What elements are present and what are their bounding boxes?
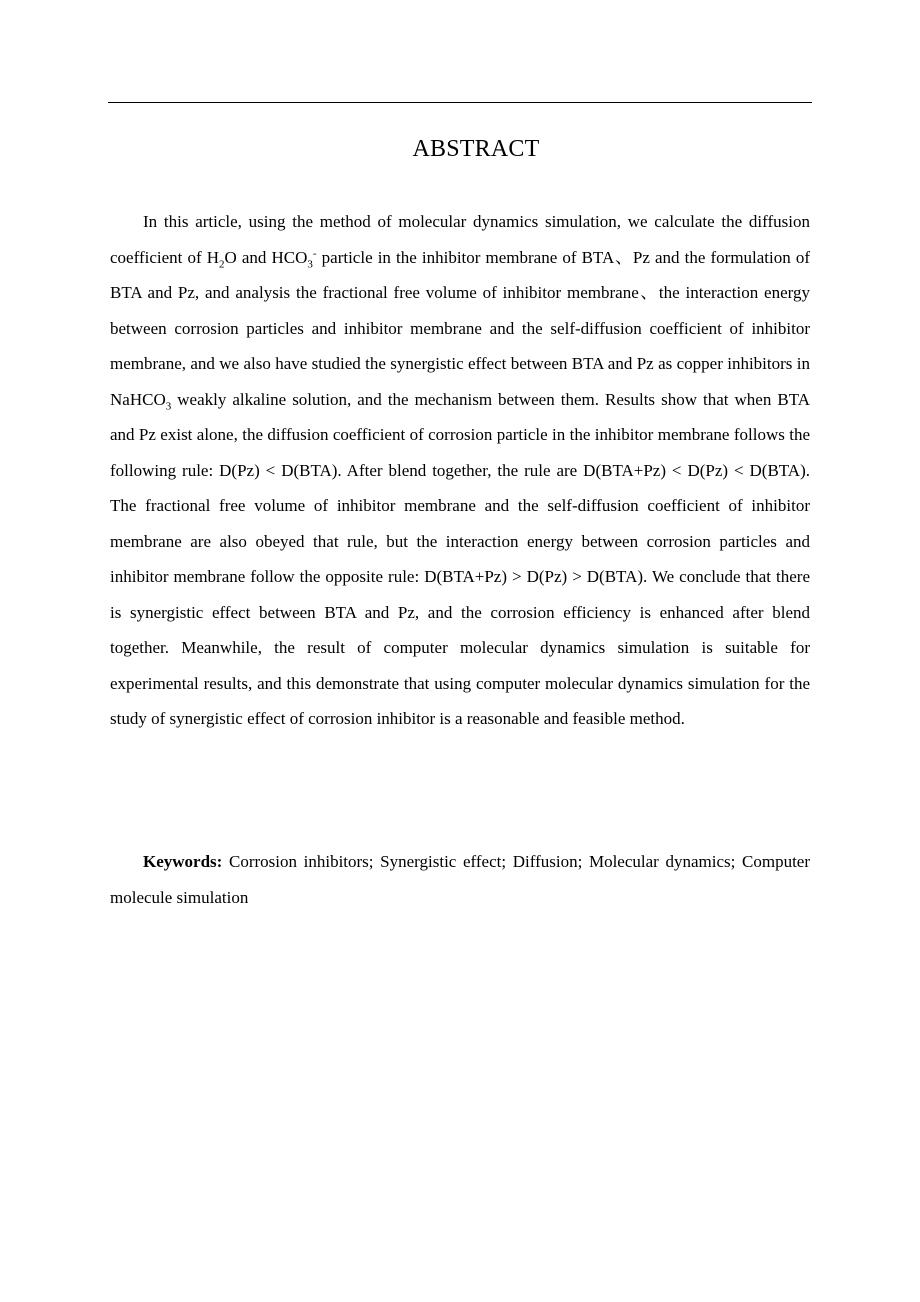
keywords-label: Keywords: xyxy=(143,852,223,871)
abstract-paragraph xyxy=(110,204,810,737)
keywords-text: Corrosion inhibitors; Synergistic effect; Diffusion; Molecular dynamics; Computer molecule simulation xyxy=(110,852,810,907)
abstract-text-4: weakly alkaline solution, and the mechanism between them. Results show that when BTA and Pz exist alone, the diffusion coefficient of corrosion particle in the inhibitor membrane follows the following rule: D(Pz) < D(BTA). After blend together, the rule are D(BTA+Pz) < D(Pz) < D(BTA). The fractional free volume of inhibitor membrane and the self-diffusion coefficient of inhibitor membrane are also obeyed that rule, but the interaction energy between corrosion particles and inhibitor membrane follow the opposite rule: D(BTA+Pz) > D(Pz) > D(BTA). We conclude that there is synergistic effect between BTA and Pz, and the corrosion efficiency is enhanced after blend together. Meanwhile, the result of computer molecular dynamics simulation is suitable for experimental results, and this demonstrate that using computer molecular dynamics simulation for the study of synergistic effect of corrosion inhibitor is a reasonable and feasible method. xyxy=(110,389,810,728)
subscript-hco3: 3 xyxy=(307,257,313,270)
subscript-h2o: 2 xyxy=(218,257,225,270)
abstract-title: ABSTRACT xyxy=(412,136,540,162)
header-rule xyxy=(108,102,812,103)
keywords-paragraph xyxy=(110,844,810,915)
abstract-text-2: O and HCO xyxy=(224,247,308,267)
superscript-charge: - xyxy=(312,246,317,259)
abstract-text-3: particle in the inhibitor membrane of BTA、Pz and the formulation of BTA and Pz, and analysis the fractional free volume of inhibitor membrane、the interaction energy between corrosion particles and inhibitor membrane and the self-diffusion coefficient of inhibitor membrane, and we also have studied the synergistic effect between BTA and Pz as copper inhibitors in NaHCO xyxy=(110,247,811,409)
subscript-nahco3: 3 xyxy=(165,399,172,412)
abstract-text-1: In this article, using the method of molecular dynamics simulation, we calculate the diffusion coefficient of H xyxy=(110,212,810,267)
